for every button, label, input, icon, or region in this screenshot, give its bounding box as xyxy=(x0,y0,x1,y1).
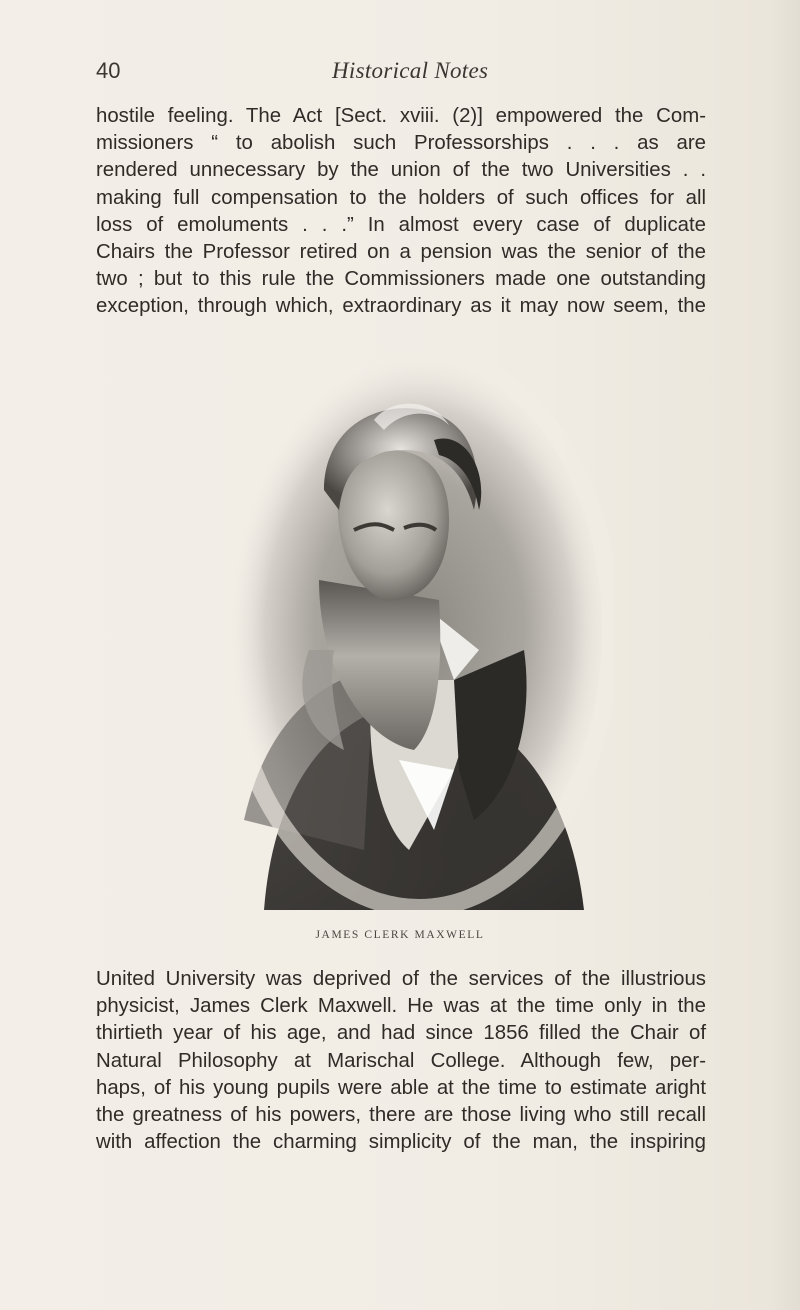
page-number: 40 xyxy=(96,58,121,83)
text-line: Chairs the Professor retired on a pension was the senior of the xyxy=(96,241,706,264)
text-line: loss of emoluments . . .” In almost every case of duplicate xyxy=(96,213,706,236)
page-header xyxy=(96,58,706,90)
paragraph-bottom xyxy=(96,966,706,1156)
running-title: Historical Notes xyxy=(332,58,489,83)
text-line: hostile feeling. The Act [Sect. xviii. (2)] empowered the Com- xyxy=(96,105,706,127)
text-line: missioners “ to abolish such Professorships . . . as are xyxy=(96,132,706,155)
text-line: with affection the charming simplicity of the man, the inspiring xyxy=(96,1131,706,1154)
portrait-caption: JAMES CLERK MAXWELL xyxy=(315,929,485,941)
text-line: rendered unnecessary by the union of the two Universities . . xyxy=(96,159,706,182)
text-line: Natural Philosophy at Marischal College. Although few, per- xyxy=(96,1049,706,1072)
portrait-photograph xyxy=(224,350,614,910)
text-line: two ; but to this rule the Commissioners made one outstanding xyxy=(96,268,706,291)
text-line: making full compensation to the holders of such offices for all xyxy=(96,186,706,209)
text-line: physicist, James Clerk Maxwell. He was at the time only in the xyxy=(96,995,706,1018)
text-line: exception, through which, extraordinary as it may now seem, the xyxy=(96,295,706,318)
text-line: haps, of his young pupils were able at the time to estimate aright xyxy=(96,1076,706,1099)
text-line: the greatness of his powers, there are those living who still recall xyxy=(96,1104,706,1127)
paragraph-top xyxy=(96,103,706,321)
text-line: United University was deprived of the services of the illustrious xyxy=(96,968,706,990)
text-line: thirtieth year of his age, and had since 1856 filled the Chair of xyxy=(96,1022,706,1045)
